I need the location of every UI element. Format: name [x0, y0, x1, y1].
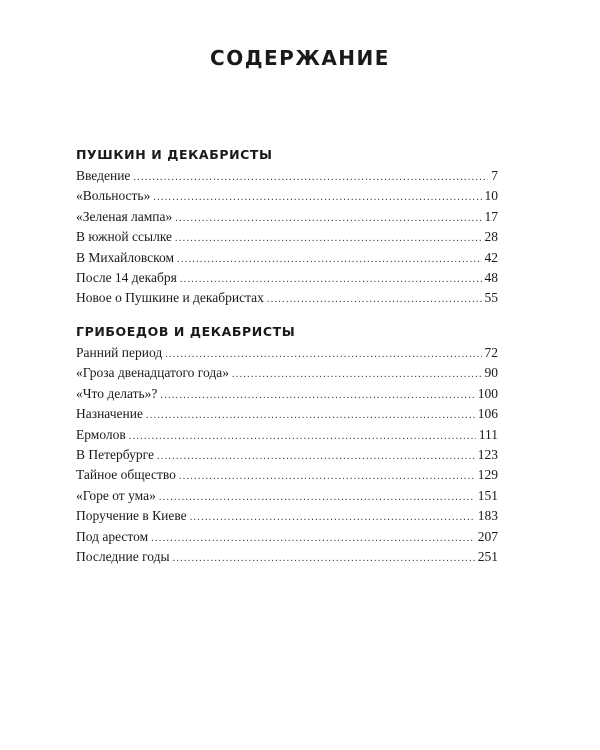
toc-entry-page: 72 [484, 345, 498, 360]
toc-entry [76, 343, 498, 363]
toc-section-pushkin [76, 145, 498, 309]
dot-leader [165, 345, 481, 365]
toc-entry-label: Под арестом [76, 528, 149, 544]
toc-entry-page: 151 [477, 487, 498, 503]
section-heading: ГРИБОЕДОВ И ДЕКАБРИСТЫ [76, 324, 296, 339]
toc-entry-page: 111 [478, 426, 498, 442]
toc-entry-label: Ранний период [76, 345, 163, 360]
toc-entry-label: В Петербурге [76, 446, 154, 462]
toc-list [76, 166, 498, 309]
dot-leader [151, 529, 475, 549]
dot-leader [267, 290, 482, 310]
toc-entry [76, 465, 498, 485]
toc-entry [76, 425, 498, 445]
dot-leader [157, 447, 475, 467]
toc-entry [76, 166, 498, 186]
toc-entry-label: «Вольность» [76, 188, 151, 204]
toc-entry-page: 7 [491, 168, 498, 183]
toc-entry-label: Ермолов [76, 426, 126, 442]
toc-entry [76, 506, 498, 526]
toc-entry [76, 268, 498, 288]
page-title: СОДЕРЖАНИЕ [210, 46, 390, 70]
toc-entry-label: Поручение в Киеве [76, 508, 187, 524]
toc-entry-page: 48 [484, 269, 498, 285]
toc-entry-label: «Что делать»? [76, 385, 158, 401]
toc-entry-page: 106 [477, 406, 498, 422]
toc-entry-page: 55 [484, 290, 498, 306]
toc-entry-page: 251 [477, 548, 498, 564]
toc-section-griboedov [76, 322, 498, 567]
toc-entry [76, 404, 498, 424]
toc-entry-page: 183 [477, 508, 498, 524]
dot-leader [175, 229, 481, 249]
toc-entry-label: «Зеленая лампа» [76, 208, 173, 224]
dot-leader [160, 386, 474, 406]
toc-entry-page: 28 [484, 229, 498, 245]
dot-leader [179, 467, 475, 487]
toc-entry [76, 207, 498, 227]
toc-list [76, 343, 498, 567]
toc-entry-label: Назначение [76, 406, 143, 422]
toc-entry [76, 527, 498, 547]
toc-entry-label: После 14 декабря [76, 269, 177, 285]
toc-entry [76, 288, 498, 308]
section-heading: ПУШКИН И ДЕКАБРИСТЫ [76, 147, 273, 162]
dot-leader [133, 168, 488, 188]
toc-entry-page: 129 [477, 467, 498, 483]
toc-entry-label: В Михайловском [76, 249, 175, 265]
toc-entry [76, 186, 498, 206]
dot-leader [129, 427, 476, 447]
dot-leader [173, 549, 475, 569]
dot-leader [153, 188, 481, 208]
dot-leader [175, 209, 481, 229]
toc-entry-page: 42 [484, 249, 498, 265]
toc-entry-label: «Гроза двенадцатого года» [76, 365, 229, 381]
toc-entry-page: 90 [484, 365, 498, 381]
dot-leader [177, 250, 481, 270]
dot-leader [180, 270, 482, 290]
toc-entry-page: 17 [484, 208, 498, 224]
toc-entry [76, 547, 498, 567]
toc-entry-label: «Горе от ума» [76, 487, 156, 503]
toc-entry [76, 486, 498, 506]
dot-leader [232, 365, 482, 385]
dot-leader [146, 406, 475, 426]
toc-entry-page: 10 [484, 188, 498, 204]
toc-entry-label: В южной ссылке [76, 229, 173, 245]
dot-leader [159, 488, 475, 508]
toc-entry [76, 248, 498, 268]
dot-leader [190, 508, 475, 528]
toc-entry [76, 445, 498, 465]
toc-entry [76, 384, 498, 404]
toc-entry-label: Введение [76, 168, 131, 183]
toc-entry-label: Тайное общество [76, 467, 176, 483]
toc-entry-label: Последние годы [76, 548, 170, 564]
toc-entry-page: 207 [477, 528, 498, 544]
toc-entry-page: 123 [477, 446, 498, 462]
toc-entry-label: Новое о Пушкине и декабристах [76, 290, 264, 306]
toc-entry [76, 227, 498, 247]
toc-entry-page: 100 [477, 385, 498, 401]
toc-entry [76, 363, 498, 383]
